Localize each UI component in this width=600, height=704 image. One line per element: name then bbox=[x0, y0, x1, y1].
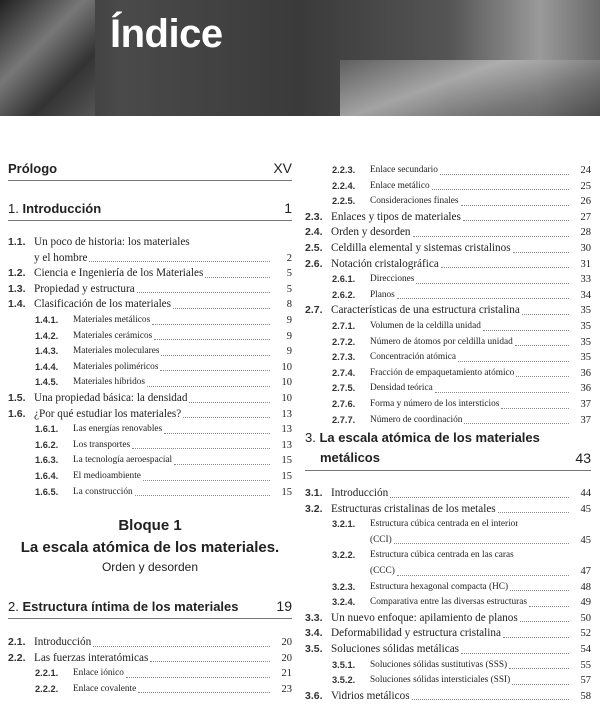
section-number: 3.5.2. bbox=[332, 675, 356, 686]
section-number: 2.6. bbox=[305, 257, 323, 270]
entry-title: Estructura hexagonal compacta (HC) bbox=[370, 581, 509, 592]
entry-title: Un nuevo enfoque: apilamiento de planos bbox=[331, 611, 518, 624]
entry-title: Enlace covalente bbox=[73, 683, 137, 694]
toc-entry[interactable] bbox=[305, 502, 591, 518]
section-number: 2.1. bbox=[8, 636, 26, 648]
page-number: 31 bbox=[580, 258, 591, 270]
page-number: 24 bbox=[580, 165, 591, 176]
entry-title: Notación cristalográfica bbox=[331, 257, 439, 270]
page-number: 5 bbox=[286, 268, 292, 280]
section-number: 3.2.1. bbox=[332, 519, 356, 530]
dot-leader bbox=[93, 646, 270, 647]
entry-title: Materiales poliméricos bbox=[73, 361, 159, 372]
page-number: 8 bbox=[286, 299, 292, 311]
page-number: 9 bbox=[286, 330, 292, 342]
toc-entry[interactable] bbox=[305, 163, 591, 179]
entry-title: Un poco de historia: los materiales bbox=[34, 236, 190, 248]
page-number: 26 bbox=[580, 196, 591, 208]
toc-entry[interactable] bbox=[8, 651, 292, 667]
dot-leader bbox=[390, 497, 569, 498]
entry-title: Enlace iónico bbox=[73, 668, 124, 679]
page-number: 52 bbox=[580, 628, 591, 640]
section-number: 2.7.3. bbox=[332, 352, 356, 363]
entry-title: Comparativa entre las diversas estructuras bbox=[370, 597, 527, 608]
page-number: 35 bbox=[580, 352, 591, 364]
page-number: 35 bbox=[580, 320, 591, 332]
toc-entry[interactable] bbox=[8, 407, 292, 423]
section-number: 1.6.2. bbox=[35, 439, 59, 450]
section-number: 2.7.2. bbox=[332, 336, 356, 347]
page-number: 57 bbox=[580, 675, 591, 687]
section-number: 2.7.4. bbox=[332, 367, 356, 378]
page-number: 33 bbox=[580, 274, 591, 286]
section-number: 1.4.5. bbox=[35, 377, 59, 388]
dot-leader bbox=[161, 355, 270, 356]
dot-leader bbox=[205, 277, 270, 278]
section-number: 3.2.2. bbox=[332, 550, 356, 561]
page-number: 15 bbox=[281, 470, 292, 482]
toc-entry[interactable] bbox=[305, 397, 591, 413]
page-number: 19 bbox=[276, 598, 292, 614]
section-number: 2.7. bbox=[305, 304, 323, 317]
entry-title: y el hombre bbox=[34, 251, 88, 264]
entry-title: Soluciones sólidas sustitutivas (SSS) bbox=[370, 659, 508, 670]
section-number: 1.1. bbox=[8, 236, 26, 248]
toc-entry[interactable] bbox=[305, 626, 591, 642]
toc-entry[interactable] bbox=[8, 453, 292, 469]
entry-title: Ciencia e Ingeniería de los Materiales bbox=[34, 267, 204, 280]
page-number: 44 bbox=[580, 488, 591, 499]
page-title: Índice bbox=[110, 12, 223, 56]
section-number: 1.5. bbox=[8, 391, 26, 404]
entry-title: Vidrios metálicos bbox=[331, 689, 410, 702]
section-number: 2.2.5. bbox=[332, 196, 356, 207]
dot-leader bbox=[152, 324, 270, 325]
page-number: 5 bbox=[286, 283, 292, 295]
page-number: 37 bbox=[580, 398, 591, 410]
dot-leader bbox=[522, 314, 569, 315]
toc-entry[interactable] bbox=[305, 564, 591, 580]
chapter-2-heading[interactable] bbox=[8, 598, 292, 619]
banner-decoration bbox=[0, 0, 95, 116]
section-number: 3.2.3. bbox=[332, 581, 356, 592]
page-number: 54 bbox=[580, 643, 591, 655]
entry-title: (CCC) bbox=[370, 565, 395, 576]
dot-leader bbox=[509, 668, 569, 669]
entry-title: Las energías renovables bbox=[73, 424, 163, 435]
dot-leader bbox=[461, 205, 569, 206]
entry-title: ¿Por qué estudiar los materiales? bbox=[34, 407, 182, 420]
page-number: 35 bbox=[580, 336, 591, 348]
page-number: 27 bbox=[580, 211, 591, 223]
toc-entry[interactable] bbox=[305, 335, 591, 351]
dot-leader bbox=[464, 423, 569, 424]
entry-title: El medioambiente bbox=[73, 470, 141, 481]
dot-leader bbox=[160, 370, 270, 371]
page-number: 36 bbox=[580, 367, 591, 379]
page-number: 13 bbox=[281, 439, 292, 451]
entry-title: Deformabilidad y estructura cristalina bbox=[331, 627, 501, 640]
toc-entry[interactable] bbox=[8, 329, 292, 345]
toc-entry[interactable] bbox=[305, 241, 591, 257]
section-number: 2.2.4. bbox=[332, 180, 356, 191]
toc-entry[interactable] bbox=[305, 194, 591, 210]
entry-title: Los transportes bbox=[73, 439, 131, 450]
section-number: 1.2. bbox=[8, 267, 26, 280]
entry-title: Densidad teórica bbox=[370, 383, 433, 394]
chapter-1-entries bbox=[8, 235, 292, 500]
toc-entry[interactable] bbox=[8, 391, 292, 407]
toc-entry[interactable] bbox=[305, 225, 591, 241]
section-number: 2.6.2. bbox=[332, 289, 356, 300]
page-number: 35 bbox=[580, 305, 591, 317]
toc-entry[interactable] bbox=[305, 658, 591, 674]
entry-title: Materiales moleculares bbox=[73, 346, 160, 357]
entry-title: Concentración atómica bbox=[370, 352, 456, 363]
dot-leader bbox=[516, 376, 569, 377]
toc-entry[interactable] bbox=[8, 485, 292, 501]
toc-entry[interactable] bbox=[305, 673, 591, 689]
bloque-subtitle: Orden y desorden bbox=[101, 560, 199, 574]
heading-title: Introducción bbox=[22, 201, 102, 216]
toc-entry[interactable] bbox=[305, 595, 591, 611]
dot-leader bbox=[132, 448, 270, 449]
section-number: 1.4.3. bbox=[35, 346, 59, 357]
entry-title: Las fuerzas interatómicas bbox=[34, 651, 149, 664]
toc-entry[interactable] bbox=[8, 313, 292, 329]
entry-title: Orden y desorden bbox=[331, 226, 411, 239]
page-number: 15 bbox=[281, 455, 292, 467]
page-number: 9 bbox=[286, 346, 292, 358]
entry-title: Materiales híbridos bbox=[73, 377, 146, 388]
dot-leader bbox=[432, 189, 569, 190]
section-number: 2.6.1. bbox=[332, 274, 356, 285]
entry-title: Materiales metálicos bbox=[73, 314, 151, 325]
page-number: 20 bbox=[281, 652, 292, 664]
dot-leader bbox=[501, 408, 569, 409]
dot-leader bbox=[154, 339, 270, 340]
chapter-3-entries bbox=[305, 486, 591, 704]
page-number: 45 bbox=[580, 503, 591, 515]
page-number: 1 bbox=[284, 200, 292, 216]
page-number: 20 bbox=[281, 637, 292, 648]
section-number: 3.5. bbox=[305, 642, 323, 655]
page-number: 37 bbox=[580, 414, 591, 426]
dot-leader bbox=[394, 543, 569, 544]
section-number: 3.2. bbox=[305, 502, 323, 515]
dot-leader bbox=[89, 261, 270, 262]
entry-title: Consideraciones finales bbox=[370, 196, 459, 207]
dot-leader bbox=[174, 464, 270, 465]
toc-entry[interactable] bbox=[305, 350, 591, 366]
toc-entry[interactable] bbox=[8, 344, 292, 360]
section-number: 2.7.6. bbox=[332, 398, 356, 409]
page-number: 15 bbox=[281, 486, 292, 498]
entry-title: Estructura cúbica centrada en las caras bbox=[370, 550, 514, 561]
toc-entry[interactable] bbox=[305, 580, 591, 596]
page-number: 50 bbox=[580, 612, 591, 624]
section-number: 2.2.2. bbox=[35, 683, 59, 694]
page-number: XV bbox=[273, 160, 292, 176]
entry-title: La tecnología aeroespacial bbox=[73, 455, 173, 466]
toc-entry[interactable] bbox=[8, 266, 292, 282]
toc-entry[interactable] bbox=[305, 272, 591, 288]
page-number: 21 bbox=[281, 668, 292, 680]
dot-leader bbox=[441, 267, 569, 268]
section-number: 1.6. bbox=[8, 407, 26, 420]
toc-entry[interactable] bbox=[8, 375, 292, 391]
chapter-number: 2. bbox=[8, 599, 19, 614]
entry-title: Número de átomos por celdilla unidad bbox=[370, 336, 513, 347]
entry-title: Estructuras cristalinas de los metales bbox=[331, 502, 496, 515]
header-banner bbox=[0, 0, 600, 116]
entry-title: Número de coordinación bbox=[370, 414, 463, 425]
page-number: 2 bbox=[286, 252, 292, 264]
entry-title: Propiedad y estructura bbox=[34, 282, 135, 295]
section-number: 3.5.1. bbox=[332, 659, 356, 670]
section-number: 3.3. bbox=[305, 611, 323, 624]
section-number: 3.2.4. bbox=[332, 597, 356, 608]
toc-entry[interactable] bbox=[8, 282, 292, 298]
toc-entry[interactable] bbox=[305, 413, 591, 429]
dot-leader bbox=[397, 298, 569, 299]
section-number: 3.1. bbox=[305, 487, 323, 499]
dot-leader bbox=[458, 361, 569, 362]
section-number: 2.7.7. bbox=[332, 414, 356, 425]
dot-leader bbox=[498, 512, 569, 513]
section-number: 2.2.1. bbox=[35, 668, 59, 679]
entry-title: (CCI) bbox=[370, 534, 392, 545]
entry-title: Enlace metálico bbox=[370, 180, 430, 191]
toc-entry[interactable] bbox=[8, 235, 292, 251]
toc-entry[interactable] bbox=[8, 682, 292, 698]
entry-title: Enlaces y tipos de materiales bbox=[331, 210, 461, 223]
toc-entry[interactable] bbox=[8, 422, 292, 438]
toc-entry[interactable] bbox=[305, 689, 591, 704]
toc-entry[interactable] bbox=[8, 635, 292, 651]
banner-decoration bbox=[340, 60, 600, 116]
toc-entry[interactable] bbox=[305, 381, 591, 397]
toc-entry[interactable] bbox=[305, 517, 591, 533]
section-number: 3.6. bbox=[305, 689, 323, 702]
section-number: 1.6.5. bbox=[35, 486, 59, 497]
page-number: 13 bbox=[281, 424, 292, 436]
dot-leader bbox=[515, 345, 569, 346]
toc-entry[interactable] bbox=[8, 666, 292, 682]
toc-entry[interactable] bbox=[305, 179, 591, 195]
entry-title: Características de una estructura cristalina bbox=[331, 304, 520, 317]
section-number: 1.6.4. bbox=[35, 470, 59, 481]
entry-title: Enlace secundario bbox=[370, 165, 438, 175]
dot-leader bbox=[126, 677, 270, 678]
dot-leader bbox=[529, 606, 569, 607]
entry-title: Direcciones bbox=[370, 274, 415, 285]
entry-title: Materiales cerámicos bbox=[73, 330, 153, 341]
page-number: 10 bbox=[281, 392, 292, 404]
entry-title: Forma y número de los intersticios bbox=[370, 398, 500, 409]
dot-leader bbox=[435, 392, 569, 393]
bloque-title: La escala atómica de los materiales. bbox=[20, 539, 280, 556]
dot-leader bbox=[183, 417, 270, 418]
dot-leader bbox=[520, 621, 569, 622]
toc-entry[interactable] bbox=[8, 469, 292, 485]
page-number: 23 bbox=[281, 683, 292, 695]
section-number: 2.4. bbox=[305, 226, 323, 239]
entry-title: Estructura cúbica centrada en el interior bbox=[370, 519, 519, 530]
entry-title: Fracción de empaquetamiento atómico bbox=[370, 367, 515, 378]
chapter-number: 3. bbox=[305, 430, 316, 445]
page-number: 13 bbox=[281, 408, 292, 420]
page-number: 49 bbox=[580, 597, 591, 609]
entry-title: La construcción bbox=[73, 486, 133, 497]
page-number: 43 bbox=[575, 450, 591, 466]
page-number: 58 bbox=[580, 690, 591, 702]
dot-leader bbox=[413, 236, 569, 237]
section-number: 2.2.3. bbox=[332, 165, 356, 175]
dot-leader bbox=[440, 174, 569, 175]
page-number: 36 bbox=[580, 383, 591, 395]
dot-leader bbox=[461, 653, 569, 654]
chapter-number: 1. bbox=[8, 201, 19, 216]
toc-entry[interactable] bbox=[305, 642, 591, 658]
entry-title: Soluciones sólidas intersticiales (SSI) bbox=[370, 675, 511, 686]
dot-leader bbox=[412, 699, 569, 700]
heading-title: Prólogo bbox=[8, 161, 58, 176]
section-number: 2.2. bbox=[8, 651, 26, 664]
toc-entry[interactable] bbox=[305, 548, 591, 564]
section-number: 2.3. bbox=[305, 210, 323, 223]
page-number: 48 bbox=[580, 581, 591, 593]
section-number: 2.7.5. bbox=[332, 383, 356, 394]
entry-title: Soluciones sólidas metálicas bbox=[331, 642, 460, 655]
dot-leader bbox=[503, 637, 569, 638]
page-number: 10 bbox=[281, 361, 292, 373]
dot-leader bbox=[173, 308, 270, 309]
toc-entry[interactable] bbox=[305, 319, 591, 335]
dot-leader bbox=[397, 575, 569, 576]
toc-entry[interactable] bbox=[305, 611, 591, 627]
toc-entry[interactable] bbox=[305, 303, 591, 319]
dot-leader bbox=[513, 252, 569, 253]
entry-title: Clasificación de los materiales bbox=[34, 298, 171, 311]
dot-leader bbox=[510, 590, 569, 591]
section-number: 1.3. bbox=[8, 282, 26, 295]
heading-title-continued: metálicos bbox=[320, 450, 380, 465]
dot-leader bbox=[463, 220, 569, 221]
dot-leader bbox=[164, 433, 270, 434]
page-number: 10 bbox=[281, 377, 292, 389]
dot-leader bbox=[483, 330, 569, 331]
section-number: 1.4.1. bbox=[35, 314, 59, 325]
section-number: 1.4.4. bbox=[35, 361, 59, 372]
section-number: 1.6.1. bbox=[35, 424, 59, 435]
chapter-2-entries bbox=[8, 635, 292, 697]
dot-leader bbox=[138, 692, 270, 693]
heading-title: Estructura íntima de los materiales bbox=[22, 599, 239, 614]
dot-leader bbox=[512, 684, 569, 685]
dot-leader bbox=[135, 495, 270, 496]
chapter-3-heading[interactable] bbox=[305, 430, 591, 471]
toc-entry[interactable] bbox=[305, 257, 591, 273]
section-number: 2.7.1. bbox=[332, 320, 356, 331]
entry-title: Una propiedad básica: la densidad bbox=[34, 391, 188, 404]
entry-title: Celdilla elemental y sistemas cristalinos bbox=[331, 241, 511, 254]
toc-entry[interactable] bbox=[305, 533, 591, 549]
toc-entry[interactable] bbox=[8, 438, 292, 454]
page-number: 55 bbox=[580, 659, 591, 671]
page-number: 25 bbox=[580, 180, 591, 192]
entry-title: Introducción bbox=[34, 636, 92, 648]
bloque-label: Bloque 1 bbox=[118, 517, 182, 534]
toc-entry[interactable] bbox=[305, 366, 591, 382]
section-number: 2.5. bbox=[305, 241, 323, 254]
prologue-heading[interactable] bbox=[8, 160, 292, 181]
page-number: 34 bbox=[580, 289, 591, 301]
dot-leader bbox=[189, 402, 270, 403]
page-number: 28 bbox=[580, 227, 591, 239]
toc-entry[interactable] bbox=[8, 251, 292, 267]
chapter-1-heading[interactable] bbox=[8, 200, 292, 221]
dot-leader bbox=[150, 661, 270, 662]
toc-entry[interactable] bbox=[8, 360, 292, 376]
dot-leader bbox=[137, 292, 270, 293]
section-number: 3.4. bbox=[305, 627, 323, 640]
page-number: 45 bbox=[580, 534, 591, 546]
toc-entry[interactable] bbox=[8, 297, 292, 313]
toc-entry[interactable] bbox=[305, 210, 591, 226]
entry-title: Volumen de la celdilla unidad bbox=[370, 320, 481, 331]
dot-leader bbox=[416, 283, 569, 284]
entry-title: Planos bbox=[370, 289, 395, 300]
page-number: 30 bbox=[580, 242, 591, 254]
toc-entry[interactable] bbox=[305, 288, 591, 304]
section-number: 1.6.3. bbox=[35, 455, 59, 466]
dot-leader bbox=[147, 386, 270, 387]
dot-leader bbox=[143, 480, 270, 481]
heading-title: La escala atómica de los materiales bbox=[319, 430, 540, 445]
page-number: 9 bbox=[286, 314, 292, 326]
section-number: 1.4. bbox=[8, 298, 26, 311]
page-number: 47 bbox=[580, 565, 591, 577]
chapter-2-entries-continued bbox=[305, 163, 591, 428]
toc-entry[interactable] bbox=[305, 486, 591, 502]
entry-title: Introducción bbox=[331, 487, 389, 499]
section-number: 1.4.2. bbox=[35, 330, 59, 341]
